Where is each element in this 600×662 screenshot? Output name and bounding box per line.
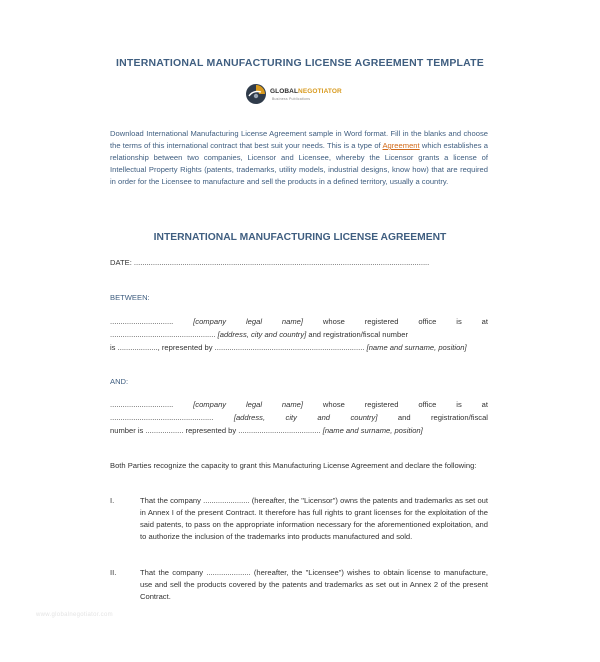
party-one-line-3: is ..................., represented by ....................................................................... [name and surname, position]: [110, 343, 467, 352]
document-title: INTERNATIONAL MANUFACTURING LICENSE AGREEMENT TEMPLATE: [116, 57, 484, 69]
party-one-line-2: .................................................. [address, city and country] and registration/fiscal number: [110, 330, 408, 339]
clause-number: II.: [110, 568, 117, 577]
date-line: DATE: ............................................................................................................................................: [110, 258, 430, 267]
clause-number: I.: [110, 496, 115, 505]
party-two-line-1: .............................. [company legal name] whose registered office is at: [110, 400, 488, 409]
intro-paragraph: Download International Manufacturing License Agreement sample in Word format. Fill in the blanks and choose the terms of this international contract that best suit your needs. This is a type of Agreement which establishes a relationship between two companies, Licensor and Licensee, whereby the Licensor grants a license of Intellectual Property Rights (patents, trademarks, utility models, industrial designs, know how) that are required in order for the Licensee to manufacture and sell the products in a defined territory, usually a country.: [110, 129, 488, 186]
party-two-line-3: number is .................. represented by ....................................... [name and surname, position]: [110, 426, 423, 435]
clause-1: [110, 495, 488, 543]
agreement-link[interactable]: Agreement: [382, 141, 420, 150]
logo-emblem-icon: [244, 82, 268, 106]
party-two-block: [110, 398, 488, 437]
agreement-heading: INTERNATIONAL MANUFACTURING LICENSE AGREEMENT: [153, 232, 447, 243]
logo-wordmark: GLOBALNEGOTIATOR: [270, 88, 342, 95]
clause-2: [110, 567, 488, 603]
party-one-block: [110, 315, 488, 354]
and-label: AND:: [110, 377, 129, 386]
logo-tagline: Business Publications: [272, 97, 311, 101]
global-negotiator-logo: [244, 82, 364, 108]
party-two-line-2: ................................................. [address, city and country] and registration/fiscal: [110, 413, 488, 422]
between-label: BETWEEN:: [110, 293, 150, 302]
clause-text: That the company ..................... (hereafter, the "Licensee") wishes to obtain license to manufacture, use and sell the products covered by the patents and trademarks as set out in Annex 2 of the present Contract.: [140, 568, 488, 601]
clause-text: That the company ...................... (hereafter, the "Licensor") owns the patents and trademarks as set out in Annex I of the present Contract. It therefore has full rights to grant licenses for the exploitation of the said patents, to pass on the appropriate information necessary for the aforementioned exploitation, and to authorize the inclusion of the trademarks into products manufactured and sold.: [140, 496, 488, 541]
parties-declaration: Both Parties recognize the capacity to grant this Manufacturing License Agreement and declare the following:: [110, 461, 477, 470]
party-one-line-1: .............................. [company legal name] whose registered office is at: [110, 317, 488, 326]
watermark: www.globalnegotiator.com: [36, 612, 113, 618]
